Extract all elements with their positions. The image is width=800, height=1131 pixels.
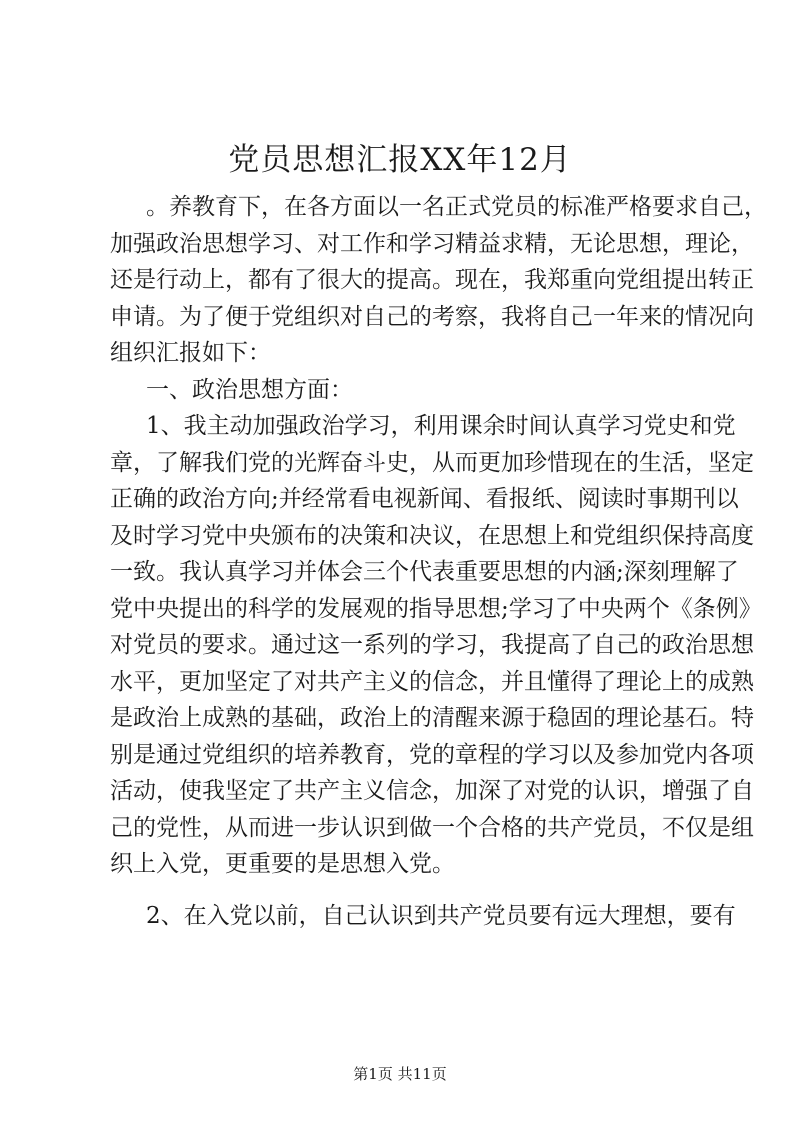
text-line: 活动，使我坚定了共产主义信念，加深了对党的认识，增强了自 (110, 778, 754, 804)
text-line: 党中央提出的科学的发展观的指导思想;学习了中央两个《条例》 (110, 595, 762, 622)
document-title: 党员思想汇报XX年12月 (228, 142, 572, 178)
text-line: 织上入党，更重要的是思想入党。 (110, 851, 455, 877)
paragraph-gap (110, 883, 700, 898)
text-line: 还是行动上，都有了很大的提高。现在，我郑重向党组提出转正 (110, 267, 754, 293)
text-line: 申请。为了便于党组织对自己的考察，我将自己一年来的情况向 (110, 303, 754, 330)
text-line: 正确的政治方向;并经常看电视新闻、看报纸、阅读时事期刊以 (110, 486, 739, 512)
section-heading: 一、政治思想方面： (146, 376, 353, 403)
text-line: 一致。我认真学习并体会三个代表重要思想的内涵;深刻理解了 (110, 559, 739, 585)
text-line: 加强政治思想学习、对工作和学习精益求精，无论思想，理论， (110, 230, 754, 257)
document-body (110, 189, 767, 934)
text-line: 别是通过党组织的培养教育，党的章程的学习以及参加党内各项 (110, 741, 754, 768)
text-line: 对党员的要求。通过这一系列的学习，我提高了自己的政治思想 (110, 632, 754, 658)
text-line: 是政治上成熟的基础，政治上的清醒来源于稳固的理论基石。特 (110, 705, 754, 731)
text-line: 及时学习党中央颁布的决策和决议，在思想上和党组织保持高度 (110, 522, 754, 549)
text-line: 2、在入党以前，自己认识到共产党员要有远大理想，要有 (146, 902, 736, 929)
text-line: 章，了解我们党的光辉奋斗史，从而更加珍惜现在的生活，坚定 (110, 449, 754, 476)
text-line: 组织汇报如下： (110, 340, 271, 366)
text-line: 水平，更加坚定了对共产主义的信念，并且懂得了理论上的成熟 (110, 668, 754, 695)
text-line: 。养教育下，在各方面以一名正式党员的标准严格要求自己， (146, 194, 767, 220)
text-line: 1、我主动加强政治学习，利用课余时间认真学习党史和党 (146, 413, 736, 439)
text-line: 己的党性，从而进一步认识到做一个合格的共产党员，不仅是组 (110, 814, 754, 841)
page-number-footer: 第1页 共11页 (353, 1065, 447, 1083)
